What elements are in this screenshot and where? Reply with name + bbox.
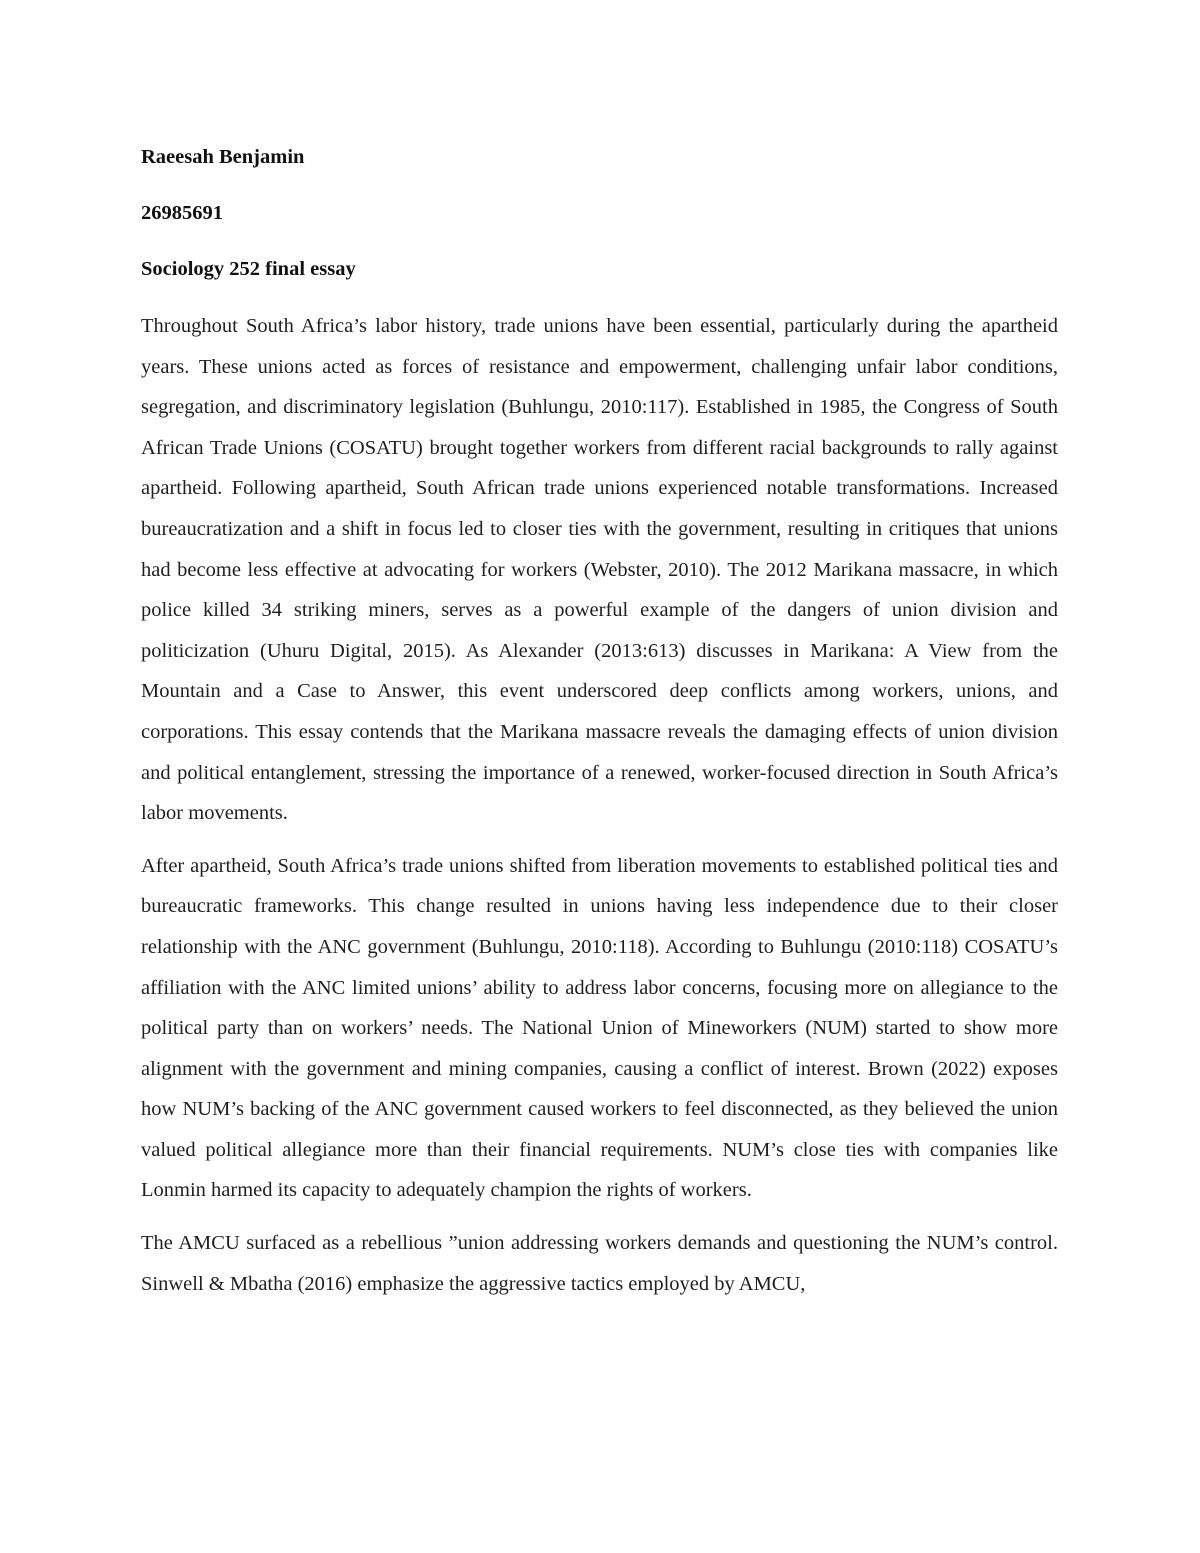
author-name: Raeesah Benjamin	[141, 146, 305, 168]
student-number: 26985691	[141, 202, 223, 224]
paragraph-introduction: Throughout South Africa’s labor history, trade unions have been essential, particularly during the apartheid years. These unions acted as forces of resistance and empowerment, challenging unfair labor conditions, segregation, and discriminatory legislation (Buhlungu, 2010:117). Established in 1985, the Congress of South African Trade Unions (COSATU) brought together workers from different racial backgrounds to rally against apartheid. Following apartheid, South African trade unions experienced notable transformations. Increased bureaucratization and a shift in focus led to closer ties with the government, resulting in critiques that unions had become less effective at advocating for workers (Webster, 2010). The 2012 Marikana massacre, in which police killed 34 striking miners, serves as a powerful example of the dangers of union division and politicization (Uhuru Digital, 2015). As Alexander (2013:613) discusses in Marikana: A View from the Mountain and a Case to Answer, this event underscored deep conflicts among workers, unions, and corporations. This essay contends that the Marikana massacre reveals the damaging effects of union division and political entanglement, stressing the importance of a renewed, worker-focused direction in South Africa’s labor movements.	[141, 315, 1058, 825]
paragraph-amcu: The AMCU surfaced as a rebellious ”union addressing workers demands and questioning the NUM’s control. Sinwell & Mbatha (2016) emphasize the aggressive tactics employed by AMCU,	[141, 1232, 1058, 1295]
paragraph-post-apartheid-unions: After apartheid, South Africa’s trade unions shifted from liberation movements to established political ties and bureaucratic frameworks. This change resulted in unions having less independence due to their closer relationship with the ANC government (Buhlungu, 2010:118). According to Buhlungu (2010:118) COSATU’s affiliation with the ANC limited unions’ ability to address labor concerns, focusing more on allegiance to the political party than on workers’ needs. The National Union of Mineworkers (NUM) started to show more alignment with the government and mining companies, causing a conflict of interest. Brown (2022) exposes how NUM’s backing of the ANC government caused workers to feel disconnected, as they believed the union valued political allegiance more than their financial requirements. NUM’s close ties with companies like Lonmin harmed its capacity to adequately champion the rights of workers.	[141, 854, 1058, 1202]
document-body	[141, 141, 1058, 1304]
essay-title: Sociology 252 final essay	[141, 258, 356, 280]
